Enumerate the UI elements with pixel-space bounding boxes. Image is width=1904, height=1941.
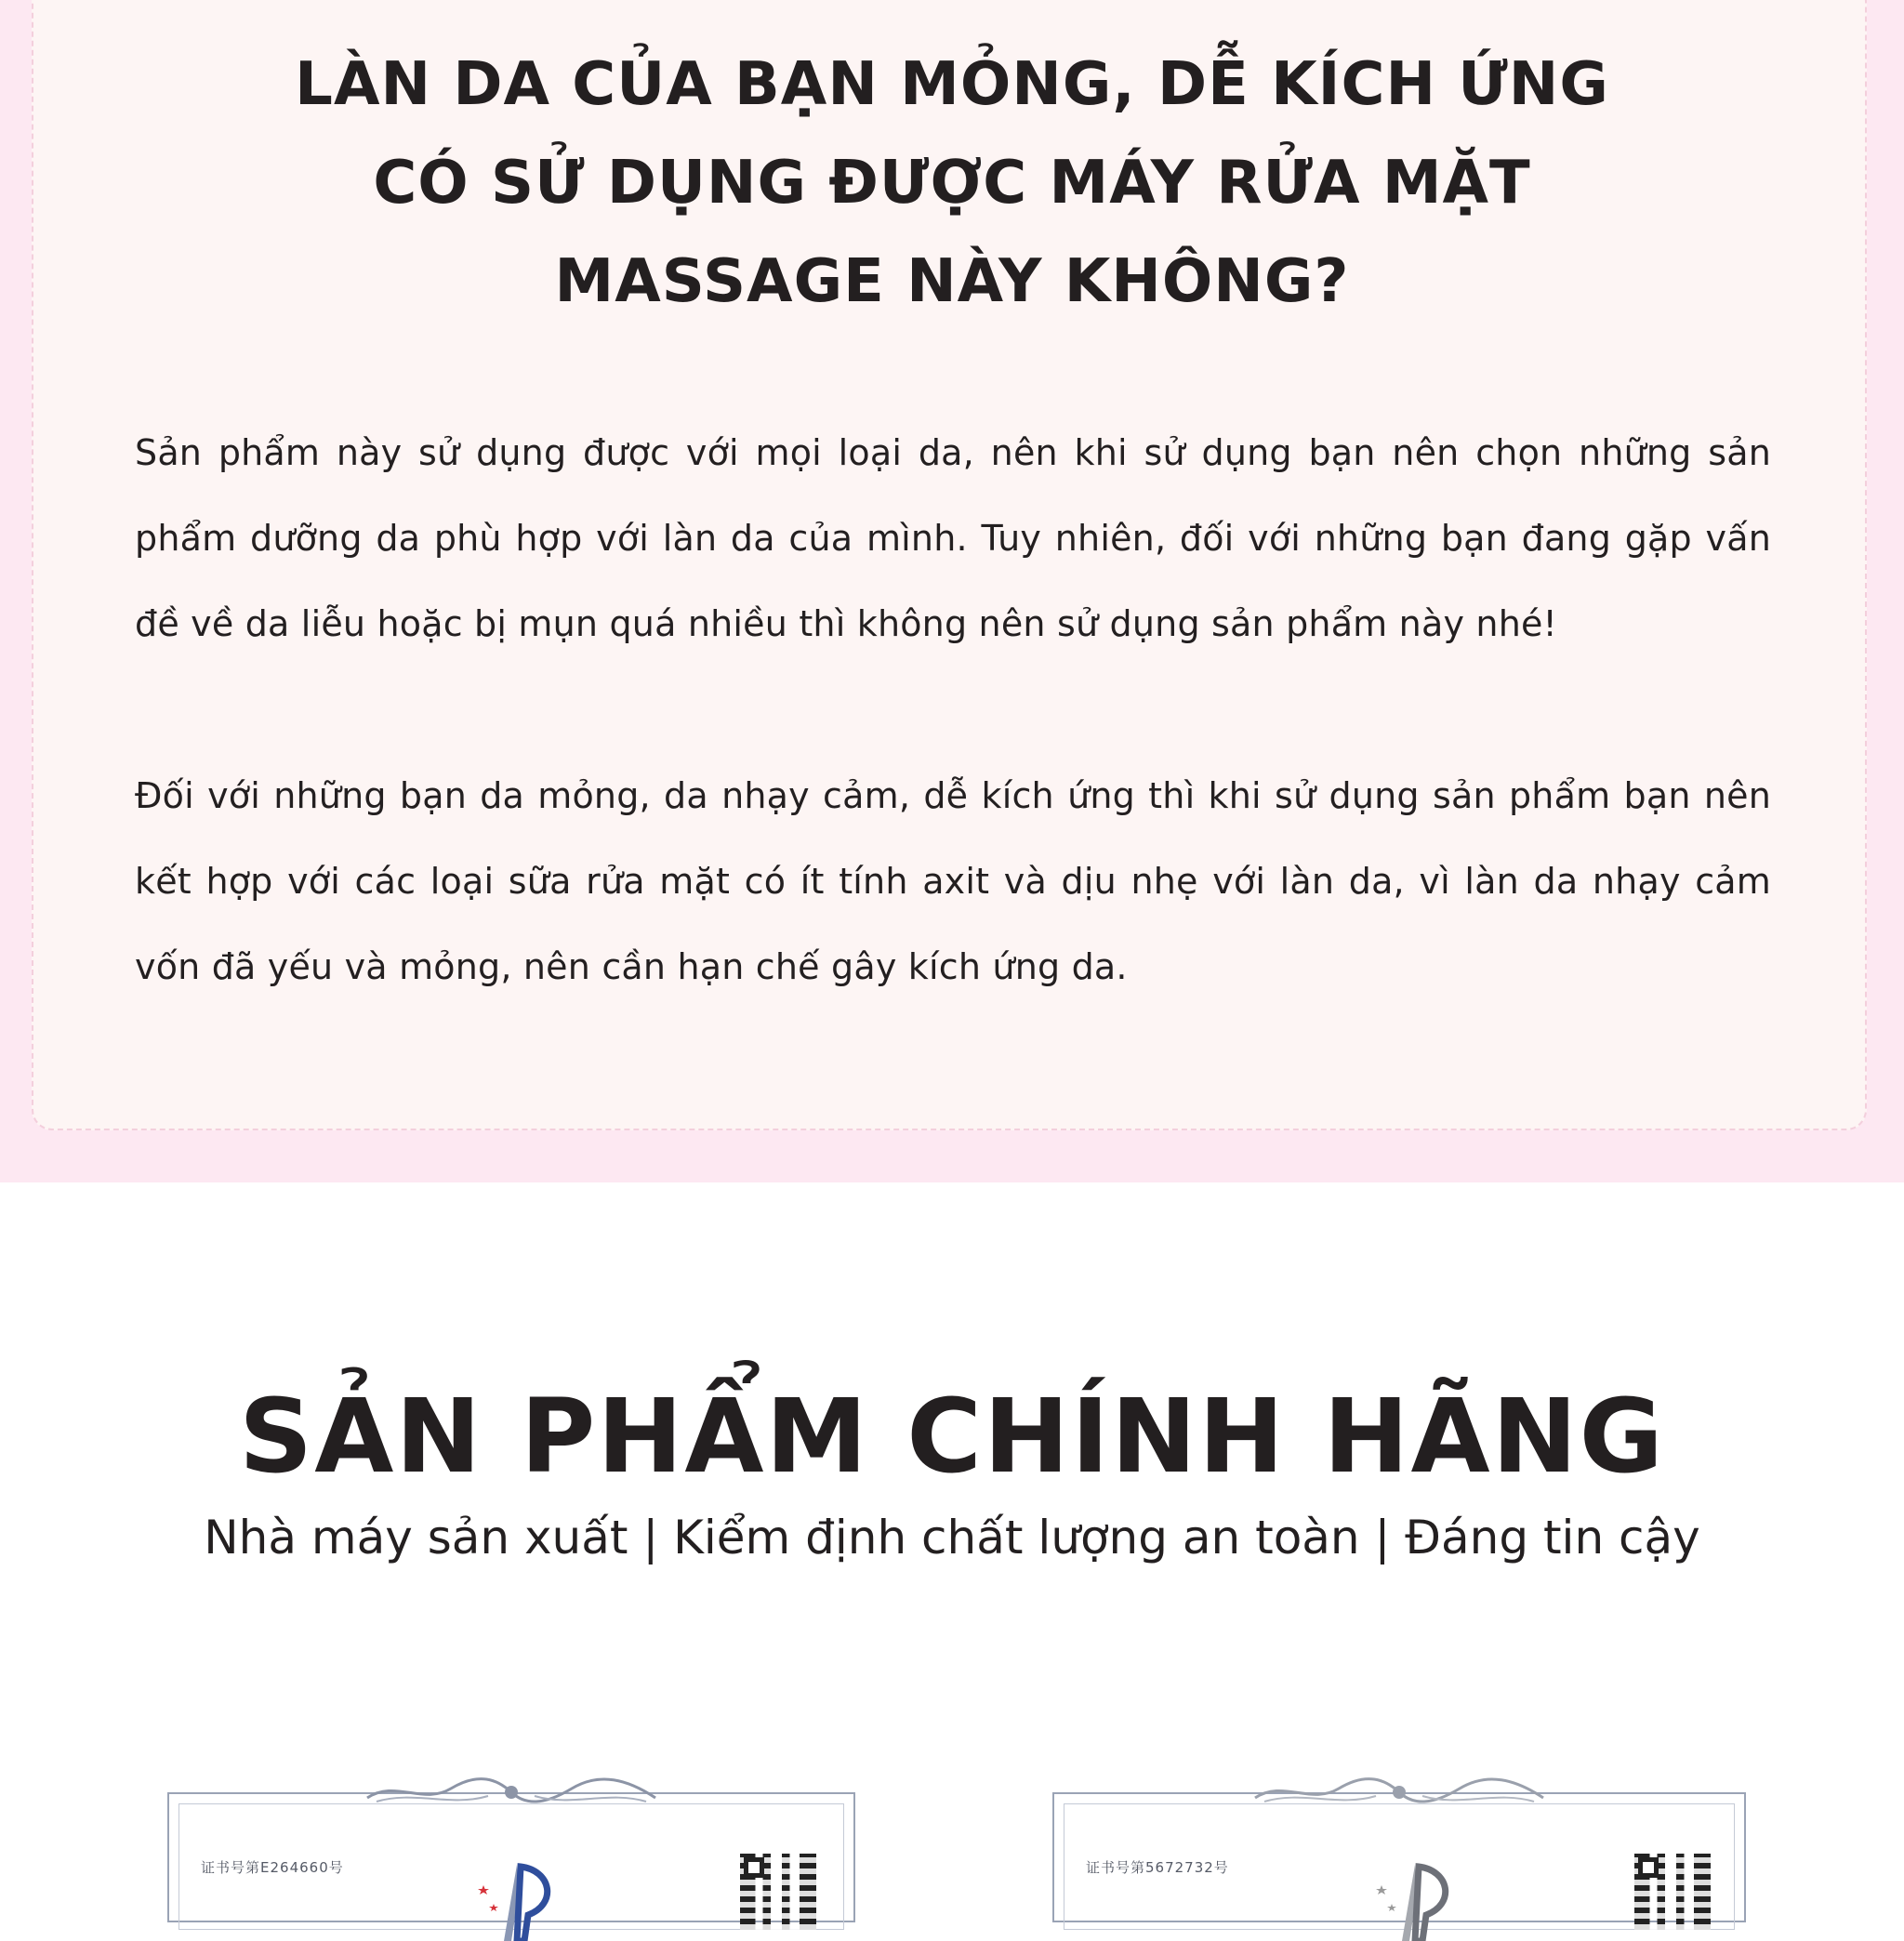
faq-answer-paragraph-2: Đối với những bạn da mỏng, da nhạy cảm, dễ kích ứng thì khi sử dụng sản phẩm bạn nên kết hợp với các loại sữa rửa mặt có ít tính axit và dịu nhẹ với làn da, vì làn da nhạy cảm vốn đã yếu và mỏng, nên cần hạn chế gây kích ứng da.: [135, 775, 1771, 987]
faq-title: [0, 35, 1904, 331]
certificate-ornament-icon: [1246, 1774, 1553, 1811]
faq-title-line-2: CÓ SỬ DỤNG ĐƯỢC MÁY RỬA MẶT: [373, 149, 1531, 218]
certificate-number: 证书号第E264660号: [201, 1859, 344, 1876]
authentic-product-subheading: Nhà máy sản xuất | Kiểm định chất lượng an toàn | Đáng tin cậy: [204, 1511, 1700, 1565]
certificate-image-1: [167, 1792, 855, 1922]
authentic-product-heading: SẢN PHẨM CHÍNH HÃNG: [239, 1377, 1665, 1496]
certificate-qr-code: [1634, 1854, 1711, 1930]
faq-title-line-1: LÀN DA CỦA BẠN MỎNG, DỄ KÍCH ỨNG: [295, 50, 1609, 119]
certificate-emblem-icon: [463, 1857, 565, 1941]
certificate-qr-code: [740, 1854, 816, 1930]
certificate-image-2: [1052, 1792, 1746, 1922]
faq-title-line-3: MASSAGE NÀY KHÔNG?: [554, 247, 1350, 316]
certificate-emblem-icon: [1361, 1857, 1463, 1941]
certificate-number: 证书号第5672732号: [1086, 1859, 1229, 1876]
faq-answer-paragraph-1: Sản phẩm này sử dụng được với mọi loại da, nên khi sử dụng bạn nên chọn những sản phẩm dưỡng da phù hợp với làn da của mình. Tuy nhiên, đối với những bạn đang gặp vấn đề về da liễu hoặc bị mụn quá nhiều thì không nên sử dụng sản phẩm này nhé!: [135, 432, 1771, 644]
certificate-ornament-icon: [358, 1774, 665, 1811]
